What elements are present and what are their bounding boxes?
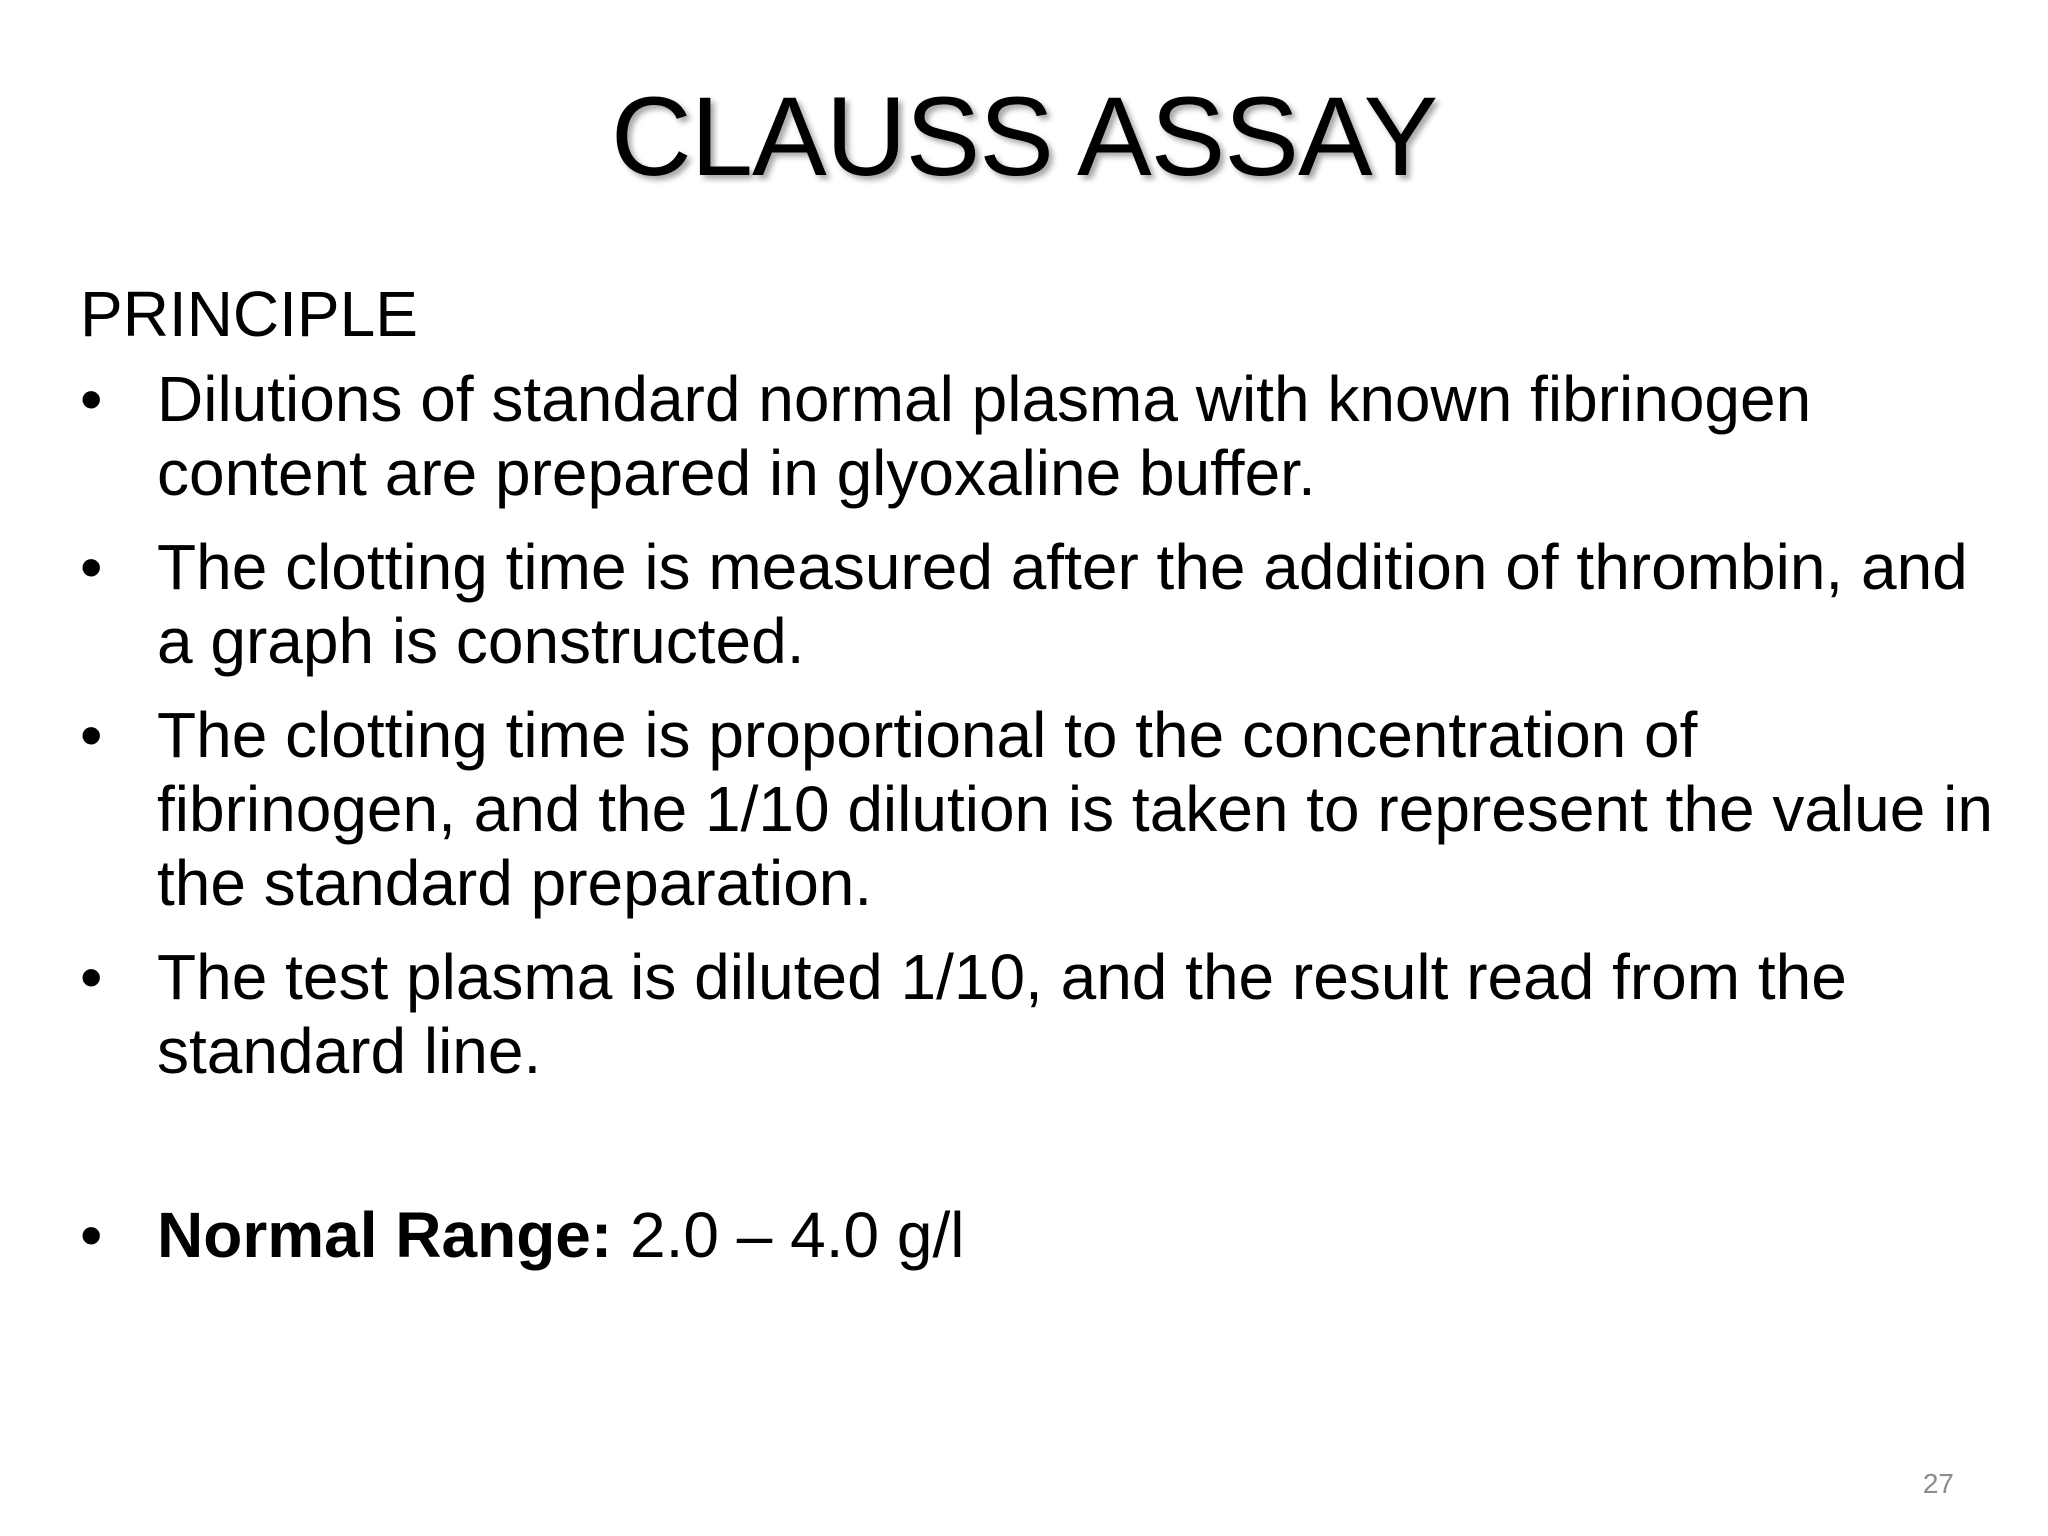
bullet-item [80, 362, 2000, 510]
slide-body [80, 272, 2000, 1292]
bullet-icon: • [80, 1199, 103, 1271]
bullet-text: Dilutions of standard normal plasma with known fibrinogen content are prepared in glyoxaline buffer. [157, 363, 1812, 509]
bullet-item [80, 698, 2000, 920]
bullet-item [80, 530, 2000, 678]
slide-title: CLAUSS ASSAY [610, 74, 1438, 199]
normal-range-value: 2.0 – 4.0 g/l [612, 1199, 965, 1271]
bullet-icon: • [80, 531, 103, 603]
bullet-text: The clotting time is proportional to the concentration of fibrinogen, and the 1/10 dilution is taken to represent the value in the standard preparation. [157, 699, 1993, 919]
bullet-icon: • [80, 699, 103, 771]
section-heading: PRINCIPLE [80, 278, 418, 350]
bullet-icon: • [80, 363, 103, 435]
bullet-text: The clotting time is measured after the addition of thrombin, and a graph is constructed. [157, 531, 1968, 677]
bullet-icon: • [80, 941, 103, 1013]
normal-range-label: Normal Range: [157, 1199, 613, 1271]
bullet-list [80, 362, 2000, 1272]
bullet-text: The test plasma is diluted 1/10, and the result read from the standard line. [157, 941, 1847, 1087]
normal-range-item [80, 1198, 2000, 1272]
bullet-item [80, 940, 2000, 1088]
page-number: 27 [1922, 1468, 1954, 1499]
